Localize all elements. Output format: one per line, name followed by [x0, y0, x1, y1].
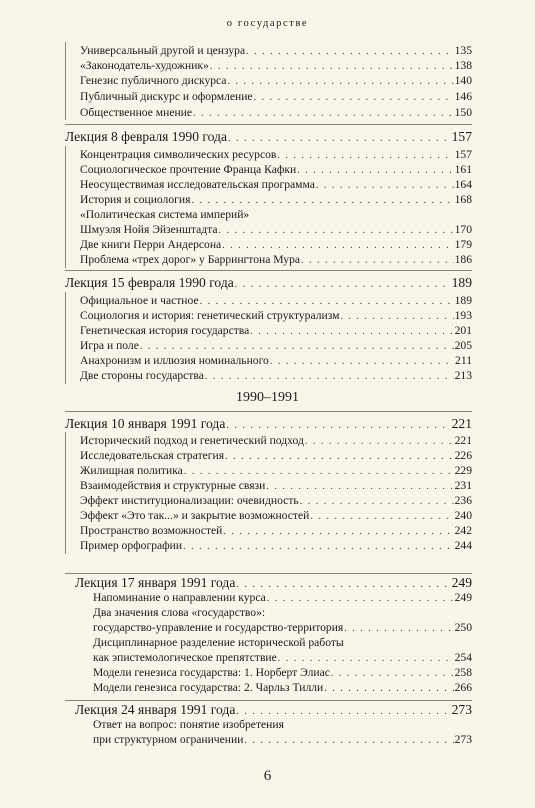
toc-entry[interactable]	[80, 148, 472, 161]
toc-entry-page: 213	[454, 369, 472, 382]
toc-leader-dots	[246, 46, 454, 57]
toc-entry-title: Эффект «Это так...» и закрытие возможностей	[80, 509, 310, 522]
toc-leader-dots	[244, 735, 453, 746]
lecture-title: Лекция 24 января 1991 года	[75, 702, 236, 717]
toc-entry-title: Шмуэля Нойя Эйзенштадта	[80, 223, 218, 236]
lecture-page: 249	[451, 575, 472, 590]
lecture-page: 221	[451, 416, 472, 431]
toc-leader-dots	[301, 255, 454, 266]
toc-entry-title: «Законодатель-художник»	[80, 59, 209, 72]
toc-leader-dots	[219, 225, 454, 236]
toc-entry-title: Эффект институционализации: очевидность	[80, 494, 299, 507]
toc-leader-dots	[184, 466, 454, 477]
lecture-heading[interactable]	[65, 129, 472, 145]
toc-entry[interactable]	[80, 434, 472, 447]
toc-entry-page: 164	[454, 178, 472, 191]
toc-entry-title: Пространство возможностей	[80, 524, 223, 537]
toc-entry-page: 186	[454, 253, 472, 266]
toc-entry-title: Универсальный другой и цензура	[80, 44, 246, 57]
toc-leader-dots	[200, 296, 454, 307]
toc-leader-dots	[270, 356, 454, 367]
toc-bracket-line	[65, 292, 66, 384]
toc-entry-title: Две книги Перри Андерсона	[80, 238, 222, 251]
lecture-title: Лекция 8 февраля 1990 года	[65, 129, 227, 144]
toc-entry[interactable]	[80, 494, 472, 507]
toc-leader-dots	[228, 133, 451, 144]
toc-leader-dots	[254, 92, 454, 103]
section-rule	[65, 124, 472, 125]
toc-entry-page: 140	[454, 74, 472, 87]
toc-entry-title: История и социология	[80, 193, 191, 206]
toc-entry-page: 146	[454, 90, 472, 103]
toc-leader-dots	[316, 180, 454, 191]
toc-entry-title: как эпистемологическое препятствие	[93, 651, 277, 664]
toc-entry[interactable]	[80, 253, 472, 266]
lecture-page: 189	[451, 275, 472, 290]
toc-entry[interactable]	[80, 539, 472, 552]
toc-entry-page: 266	[454, 681, 472, 694]
toc-entry-title: Генезис публичного дискурса	[80, 74, 227, 87]
toc-entry-title-line: «Политическая система империй»	[80, 208, 250, 221]
toc-entry-page: 231	[454, 479, 472, 492]
toc-entry-page: 211	[455, 354, 472, 367]
toc-leader-dots	[250, 326, 453, 337]
toc-entry-page: 135	[454, 44, 472, 57]
toc-entry-page: 258	[454, 666, 472, 679]
toc-entry[interactable]	[80, 524, 472, 537]
toc-entry-page: 201	[454, 324, 472, 337]
toc-entry-title: Анахронизм и иллюзия номинального	[80, 354, 269, 367]
section-rule	[65, 411, 472, 412]
toc-leader-dots	[227, 76, 453, 87]
toc-entry-title: Напоминание о направлении курса	[93, 591, 266, 604]
toc-entry[interactable]	[80, 324, 472, 337]
lecture-heading[interactable]	[75, 575, 472, 591]
toc-leader-dots	[277, 150, 453, 161]
running-header: о государстве	[226, 18, 309, 29]
toc-entry[interactable]	[93, 651, 472, 664]
toc-leader-dots	[324, 683, 453, 694]
toc-entry-title-line: Ответ на вопрос: понятие изобретения	[93, 718, 284, 731]
lecture-heading[interactable]	[75, 702, 472, 718]
toc-entry[interactable]	[93, 621, 472, 634]
toc-entry-title: Модели генезиса государства: 1. Норберт Элиас	[93, 666, 330, 679]
toc-entry[interactable]	[80, 354, 472, 367]
toc-entry-title: Взаимодействия и структурные связи	[80, 479, 266, 492]
toc-entry-page: 254	[454, 651, 472, 664]
toc-leader-dots	[278, 653, 454, 664]
lecture-heading[interactable]	[65, 416, 472, 432]
toc-entry[interactable]	[80, 44, 472, 57]
toc-entry-page: 249	[454, 591, 472, 604]
toc-leader-dots	[331, 668, 454, 679]
toc-entry-title: государство-управление и государство-территория	[93, 621, 344, 634]
section-rule	[65, 573, 472, 574]
toc-entry-title: Общественное мнение	[80, 106, 193, 119]
toc-entry-page: 250	[454, 621, 472, 634]
toc-leader-dots	[191, 195, 453, 206]
toc-entry-page: 221	[454, 434, 472, 447]
page-number: 6	[263, 768, 272, 784]
toc-leader-dots	[210, 61, 454, 72]
toc-entry-title: Исследовательская стратегия	[80, 449, 225, 462]
toc-entry-title: Публичный дискурс и оформление	[80, 90, 253, 103]
year-heading: 1990–1991	[236, 390, 299, 405]
toc-entry-page: 168	[454, 193, 472, 206]
toc-bracket-line	[65, 42, 66, 120]
toc-leader-dots	[222, 240, 453, 251]
toc-entry[interactable]	[80, 449, 472, 462]
toc-entry-page: 273	[454, 733, 472, 746]
toc-entry-title: Жилищная политика	[80, 464, 183, 477]
toc-entry-page: 170	[454, 223, 472, 236]
toc-entry-page: 189	[454, 294, 472, 307]
toc-entry-page: 150	[454, 106, 472, 119]
toc-leader-dots	[225, 451, 454, 462]
toc-entry[interactable]	[80, 74, 472, 87]
toc-entry-title: Социологическое прочтение Франца Кафки	[80, 163, 297, 176]
section-rule	[65, 700, 472, 701]
toc-entry-title: Концентрация символических ресурсов	[80, 148, 277, 161]
toc-leader-dots	[236, 579, 450, 590]
toc-leader-dots	[235, 279, 451, 290]
lecture-title: Лекция 17 января 1991 года	[75, 575, 236, 590]
toc-leader-dots	[223, 526, 453, 537]
toc-entry-title: Исторический подход и генетический подход	[80, 434, 304, 447]
toc-leader-dots	[344, 623, 453, 634]
toc-entry[interactable]	[93, 591, 472, 604]
toc-entry-page: 236	[454, 494, 472, 507]
toc-entry-title: Проблема «трех дорог» у Баррингтона Мура	[80, 253, 301, 266]
toc-entry[interactable]	[93, 666, 472, 679]
toc-entry-page: 157	[454, 148, 472, 161]
lecture-title: Лекция 15 февраля 1990 года	[65, 275, 234, 290]
toc-entry-page: 240	[454, 509, 472, 522]
toc-entry[interactable]	[80, 178, 472, 191]
toc-entry[interactable]	[80, 59, 472, 72]
lecture-title: Лекция 10 января 1991 года	[65, 416, 226, 431]
toc-entry-page: 229	[454, 464, 472, 477]
toc-entry[interactable]	[80, 369, 472, 382]
toc-leader-dots	[183, 541, 454, 552]
toc-entry[interactable]	[80, 464, 472, 477]
toc-entry[interactable]	[80, 90, 472, 103]
toc-entry-page: 244	[454, 539, 472, 552]
lecture-page: 273	[451, 702, 472, 717]
toc-bracket-line	[65, 432, 66, 554]
toc-leader-dots	[236, 706, 450, 717]
toc-bracket-line	[65, 146, 66, 268]
toc-leader-dots	[310, 511, 453, 522]
toc-leader-dots	[297, 165, 453, 176]
toc-entry-title: Модели генезиса государства: 2. Чарльз Тилли	[93, 681, 324, 694]
toc-entry[interactable]	[93, 681, 472, 694]
toc-entry[interactable]	[80, 238, 472, 251]
toc-entry-page: 226	[454, 449, 472, 462]
toc-entry-page: 193	[454, 309, 472, 322]
toc-entry[interactable]	[80, 509, 472, 522]
toc-entry-page: 138	[454, 59, 472, 72]
toc-entry-title-line: Дисциплинарное разделение исторической работы	[93, 636, 344, 649]
toc-leader-dots	[267, 593, 454, 604]
toc-leader-dots	[266, 481, 453, 492]
toc-leader-dots	[140, 341, 454, 352]
toc-entry[interactable]	[93, 733, 472, 746]
toc-entry-title: Неосуществимая исследовательская программа	[80, 178, 315, 191]
toc-entry-title: Игра и поле	[80, 339, 139, 352]
toc-entry-page: 205	[454, 339, 472, 352]
toc-entry-page: 161	[454, 163, 472, 176]
toc-leader-dots	[305, 436, 454, 447]
lecture-page: 157	[451, 129, 472, 144]
toc-entry[interactable]	[80, 223, 472, 236]
toc-leader-dots	[193, 108, 454, 119]
toc-entry-title: Социология и история: генетический структурализм	[80, 309, 340, 322]
toc-entry-title-line: Два значения слова «государство»:	[93, 606, 266, 619]
toc-leader-dots	[205, 371, 454, 382]
toc-entry-title: Официальное и частное	[80, 294, 199, 307]
toc-entry-title: Две стороны государства	[80, 369, 204, 382]
toc-entry[interactable]	[80, 294, 472, 307]
toc-entry-title: Пример орфографии	[80, 539, 183, 552]
toc-entry[interactable]	[80, 479, 472, 492]
toc-entry-title: при структурном ограничении	[93, 733, 244, 746]
toc-entry[interactable]	[80, 106, 472, 119]
toc-entry-title: Генетическая история государства	[80, 324, 250, 337]
toc-entry[interactable]	[80, 193, 472, 206]
toc-entry[interactable]	[80, 163, 472, 176]
section-rule	[65, 270, 472, 271]
toc-entry[interactable]	[80, 339, 472, 352]
toc-leader-dots	[340, 311, 453, 322]
toc-leader-dots	[226, 420, 450, 431]
toc-entry[interactable]	[80, 309, 472, 322]
lecture-heading[interactable]	[65, 275, 472, 291]
toc-entry-page: 242	[454, 524, 472, 537]
toc-entry-page: 179	[454, 238, 472, 251]
toc-leader-dots	[300, 496, 454, 507]
